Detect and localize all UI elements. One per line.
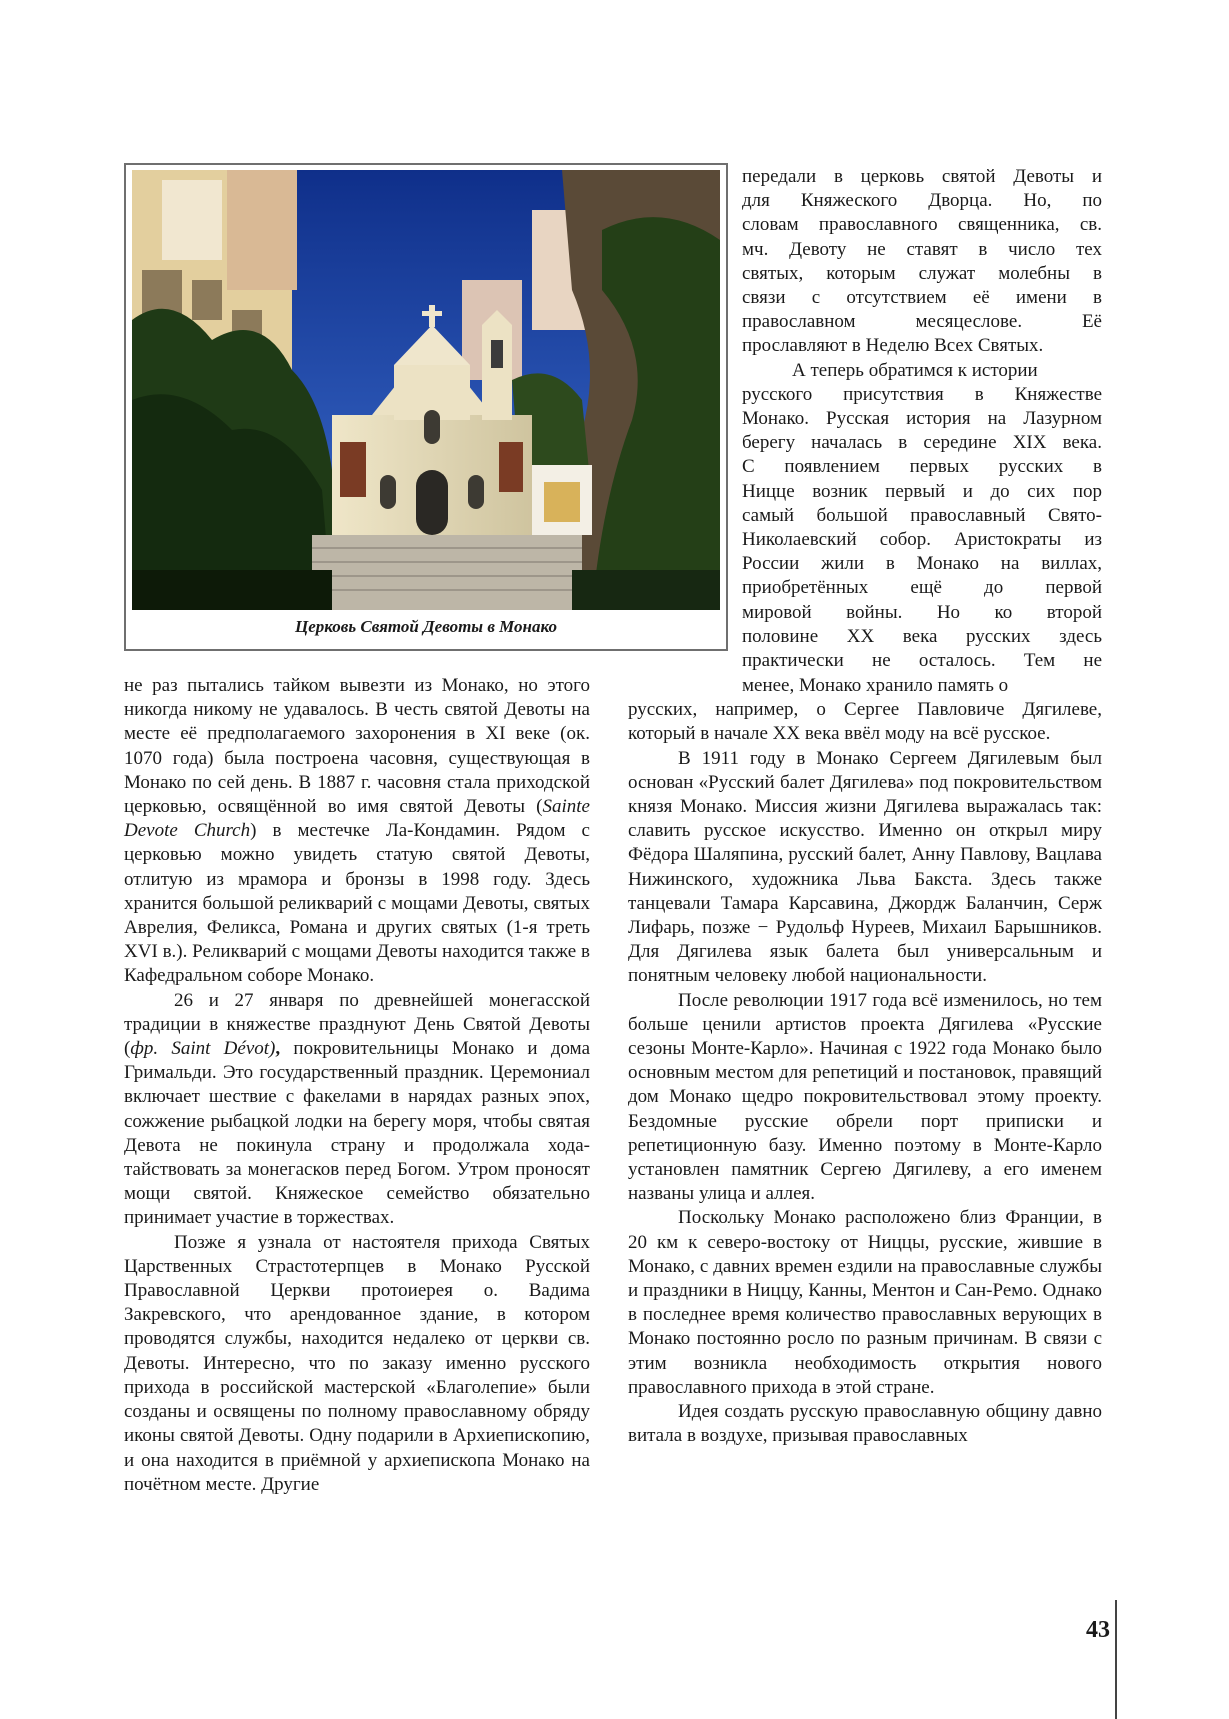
left-column <box>124 674 590 1497</box>
figure-frame <box>124 163 728 651</box>
right-paragraph-1: В 1911 году в Монако Сергеем Дягилевым был основан «Русский балет Дягилева» под покровительством князя Монако. Миссия жизни Дягилева выражалась так: славить русское искусство. Именно он открыл миру Фёдора Шаляпина, русский балет, Анну Павлову, Вацлава Нижинского, художника Льва Бакста. Здесь также танцевали Тамара Карсавина, Джордж Баланчин, Серж Лифарь, позже − Рудольф Нуреев, Михаил Барышников. Для Дягилева язык балета был универсальным и понятным человеку любой национальности. <box>628 747 1102 987</box>
right-top-line: связи с отсутствием её имени в <box>742 287 1102 309</box>
figure-caption: Церковь Святой Девоты в Монако <box>295 617 557 636</box>
right-top-line: для Княжеского Дворца. Но, по <box>742 190 1102 212</box>
right-paragraph-3: Поскольку Монако расположено близ Франции, в 20 км к северо-востоку от Ниццы, русские, жившие в Монако, с давних времен ездили на православные службы и праздники в Ниццу, Канны, Ментон и Сан-Ремо. Однако в последнее время количество православных верующих в Монако постоянно росло по разным причинам. В связи с этим возникла необходимость открытия нового православного прихода в этой стране. <box>628 1207 1102 1398</box>
right-top-line: православном месяцеслове. Её <box>742 311 1102 333</box>
right-paragraph-4: Идея создать русскую православную общину давно витала в воздухе, призывая православных <box>628 1401 1102 1447</box>
italic-term: фр. Saint Dévot) <box>130 1038 276 1060</box>
right-paragraph-0: русских, например, о Сергее Павловиче Дягилеве, который в начале ХХ века ввёл моду на всё русское. <box>628 699 1102 745</box>
right-top-p2-line: Николаевский собор. Аристократы из <box>742 529 1102 551</box>
right-top-p2-line: А теперь обратимся к истории <box>792 359 1038 381</box>
left-paragraph-1 <box>124 674 590 989</box>
right-top-p2-line: Ницце возник первый и до сих пор <box>742 480 1102 502</box>
right-top-line: прославляют в Неделю Всех Святых. <box>742 335 1044 357</box>
right-top-p2-line: мировой войны. Но ко второй <box>742 601 1102 623</box>
right-top-line: словам православного священника, св. <box>742 214 1102 236</box>
right-top-p2-line: берегу началась в середине XIX века. <box>742 432 1102 454</box>
left-paragraph-3: Позже я узнала от настоятеля прихода Святых Царственных Страстотерпцев в Монако Русской Православной Церкви протоиерея о. Вадима Закревского, что арендованное здание, в котором проводятся службы, находится недалеко от церкви св. Девоты. Интересно, что по заказу именно русского прихода в российской мастерской «Благолепие» были созданы и освящены по полному православному обряду иконы святой Девоты. Одну подарили в Архиепископию, и она находится в приёмной у архиепископа Монако на почётном месте. Другие <box>124 1231 590 1495</box>
page-number-rule <box>1115 1600 1117 1719</box>
right-top-p2-line: практически не осталось. Тем не <box>742 650 1102 672</box>
right-top-line: святых, которым служат молебны в <box>742 262 1102 284</box>
right-top-p2-line: русского присутствия в Княжестве <box>742 383 1102 405</box>
right-top-line: передали в церковь святой Девоты и <box>742 166 1102 187</box>
right-top-p2-line: России жили в Монако на виллах, <box>742 553 1102 575</box>
right-top-p2-line: самый большой православный Свято- <box>742 504 1102 526</box>
right-top-p2-line: Монако. Русская история на Лазурном <box>742 408 1102 430</box>
right-column <box>628 674 1102 1449</box>
text-run: 26 и 27 января по древнейшей монегасской традиции в княжестве празднуют День Святой Девоты ( <box>124 989 590 1060</box>
church-photo <box>132 170 720 610</box>
bold-comma: , <box>275 1038 281 1060</box>
right-paragraph-2: После революции 1917 года всё изменилось, но тем больше ценили артистов проекта Дягилева «Русские сезоны Монте-Карло». Начиная с 1922 года Монако было основным местом для репетиций и постановок, правящий дом Монако щедро покровительствовал этому проекту. Бездомные русские обрели порт приписки и репетиционную базу. Именно поэтому в Монте-Карло установлен памятник Сергею Дягилеву, а его именем названы улица и аллея. <box>628 989 1102 1205</box>
right-top-line: мч. Девоту не ставят в число тех <box>742 238 1102 260</box>
left-paragraph-2 <box>124 989 590 1231</box>
italic-term: Sainte Devote Church <box>124 796 590 842</box>
right-top-p2-line: половине ХХ века русских здесь <box>742 625 1102 647</box>
page-number: 43 <box>1086 1617 1110 1643</box>
text-run: не раз пытались тайком вывезти из Монако, но этого никогда никому не удавалось. В честь святой Девоты на месте её предполагаемого захоронения в XI веке (ок. 1070 года) была построена часовня, существующая в Монако по сей день. В 1887 г. часовня стала приходской церковью, освящённой во имя святой Девоты ( <box>124 675 590 818</box>
right-top-p2-line: С появлением первых русских в <box>742 456 1102 478</box>
right-column-top <box>742 165 1102 673</box>
right-top-p2-line: приобретённых ещё до первой <box>742 577 1102 599</box>
text-run: покровительницы Монако и дома Гримальди. Это государственный праздник. Церемониал включает шествие с факелами в нарядах разных эпох, сожжение рыбацкой лодки на берегу моря, чтобы святая Девота не покинула страну и продолжала хода-тайствовать за монегасков перед Богом. Утром проносят мощи святой. Княжеское семейство обязательно принимает участие в торжествах. <box>124 1038 590 1229</box>
right-wrap-line: менее, Монако хранило память о <box>742 675 1009 696</box>
text-run: ) в местечке Ла-Кондамин. Рядом с церковью можно увидеть статую святой Девоты, отлитую из мрамора и бронзы в 1998 году. Здесь хранится большой реликварий с мощами Девоты, святых Аврелия, Феликса, Романа и других святых (1-я треть XVI в.). Реликварий с мощами Девоты находится также в Кафедральном соборе Монако. <box>124 820 590 987</box>
